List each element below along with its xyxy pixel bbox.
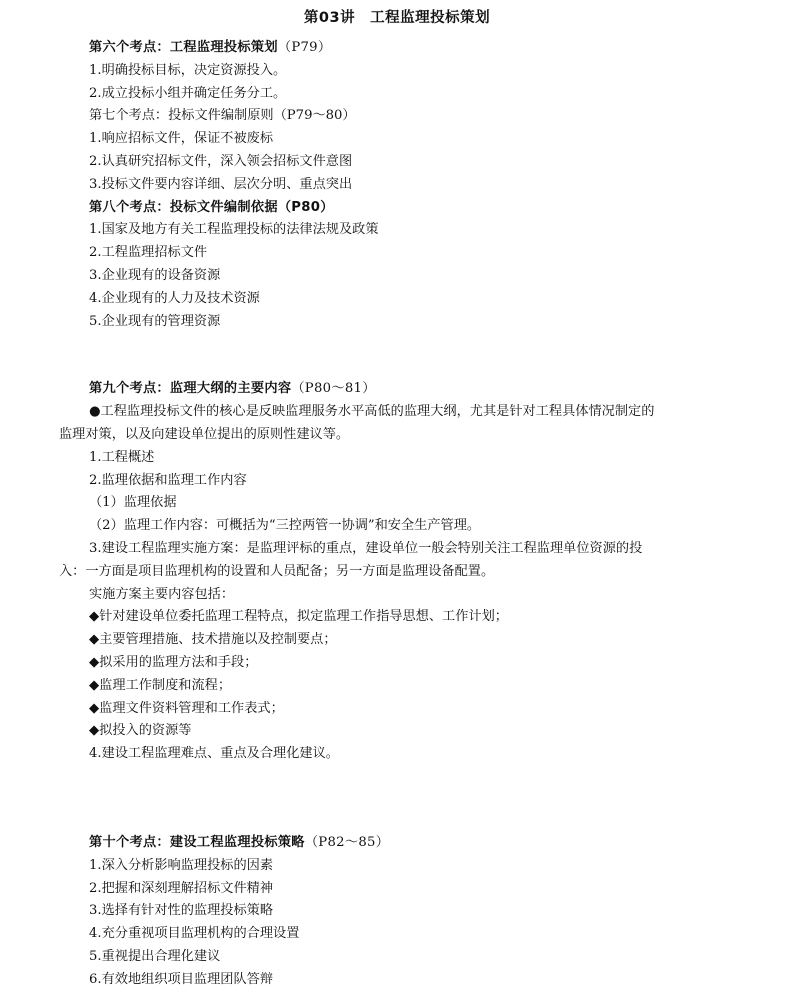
section-gap: [89, 333, 749, 378]
list-item: 4.企业现有的人力及技术资源: [89, 290, 260, 306]
page-title: 第03讲 工程监理投标策划: [303, 10, 491, 26]
section-heading-text: 第十个考点：建设工程监理投标策略: [89, 834, 305, 850]
list-item: 6.有效地组织项目监理团队答辩: [89, 971, 274, 987]
section-heading-10: [89, 832, 749, 855]
list-item: 实施方案主要内容包括：: [89, 586, 235, 602]
paragraph: [59, 401, 749, 447]
list-item: 2.工程监理招标文件: [89, 245, 208, 261]
section-heading-6: [89, 37, 749, 60]
list-item: （1）监理依据: [89, 495, 177, 511]
list-item: ◆针对建设单位委托监理工程特点，拟定监理工作指导思想、工作计划；: [89, 609, 508, 625]
list-item: 2.认真研究招标文件，深入领会招标文件意图: [89, 153, 353, 169]
document-body: [59, 37, 749, 991]
list-item: 1.明确投标目标，决定资源投入。: [89, 62, 287, 78]
paragraph-line: 监理对策，以及向建设单位提出的原则性建议等。: [59, 426, 350, 442]
paragraph-line: ●工程监理投标文件的核心是反映监理服务水平高低的监理大纲，尤其是针对工程具体情况制定的: [89, 404, 655, 420]
section-heading-text: 第九个考点：监理大纲的主要内容: [89, 381, 292, 397]
list-item: ◆监理文件资料管理和工作表式；: [89, 700, 284, 716]
list-item: 2.把握和深刻理解招标文件精神: [89, 880, 274, 896]
paragraph-line: 入：一方面是项目监理机构的设置和人员配备；另一方面是监理设备配置。: [59, 563, 495, 579]
list-item: ◆主要管理措施、技术措施以及控制要点；: [89, 632, 337, 648]
list-item: ◆拟采用的监理方法和手段；: [89, 654, 258, 670]
list-item: 3.企业现有的设备资源: [89, 267, 221, 283]
list-item: 5.重视提出合理化建议: [89, 948, 221, 964]
list-item: （2）监理工作内容：可概括为“三控两管一协调”和安全生产管理。: [89, 518, 481, 534]
page-ref: （P79）: [277, 40, 332, 55]
list-item: 1.深入分析影响监理投标的因素: [89, 857, 274, 873]
list-item: 2.监理依据和监理工作内容: [89, 472, 247, 488]
list-item: 4.建设工程监理难点、重点及合理化建议。: [89, 746, 339, 762]
section-heading-text: 第六个考点：工程监理投标策划: [89, 40, 278, 55]
paragraph-line: 3.建设工程监理实施方案：是监理评标的重点，建设单位一般会特别关注工程监理单位资源的投: [89, 540, 643, 556]
section-heading-7: 第七个考点：投标文件编制原则（P79～80）: [89, 108, 356, 124]
list-item: 3.投标文件要内容详细、层次分明、重点突出: [89, 176, 353, 192]
list-item: 4.充分重视项目监理机构的合理设置: [89, 926, 300, 942]
section-heading-8: 第八个考点：投标文件编制依据（P80）: [89, 199, 334, 215]
list-item: 1.工程概述: [89, 449, 155, 465]
section-gap: [89, 766, 749, 832]
list-item: 5.企业现有的管理资源: [89, 313, 221, 329]
list-item: 1.响应招标文件，保证不被废标: [89, 131, 274, 147]
page-ref: （P82～85）: [304, 834, 390, 850]
list-item: 1.国家及地方有关工程监理投标的法律法规及政策: [89, 222, 379, 238]
paragraph: [59, 538, 749, 584]
list-item: ◆拟投入的资源等: [89, 723, 192, 739]
section-heading-9: [89, 378, 749, 401]
page-ref: （P80～81）: [291, 381, 376, 397]
list-item: 3.选择有针对性的监理投标策略: [89, 903, 274, 919]
list-item: ◆监理工作制度和流程；: [89, 677, 232, 693]
list-item: 2.成立投标小组并确定任务分工。: [89, 85, 287, 101]
